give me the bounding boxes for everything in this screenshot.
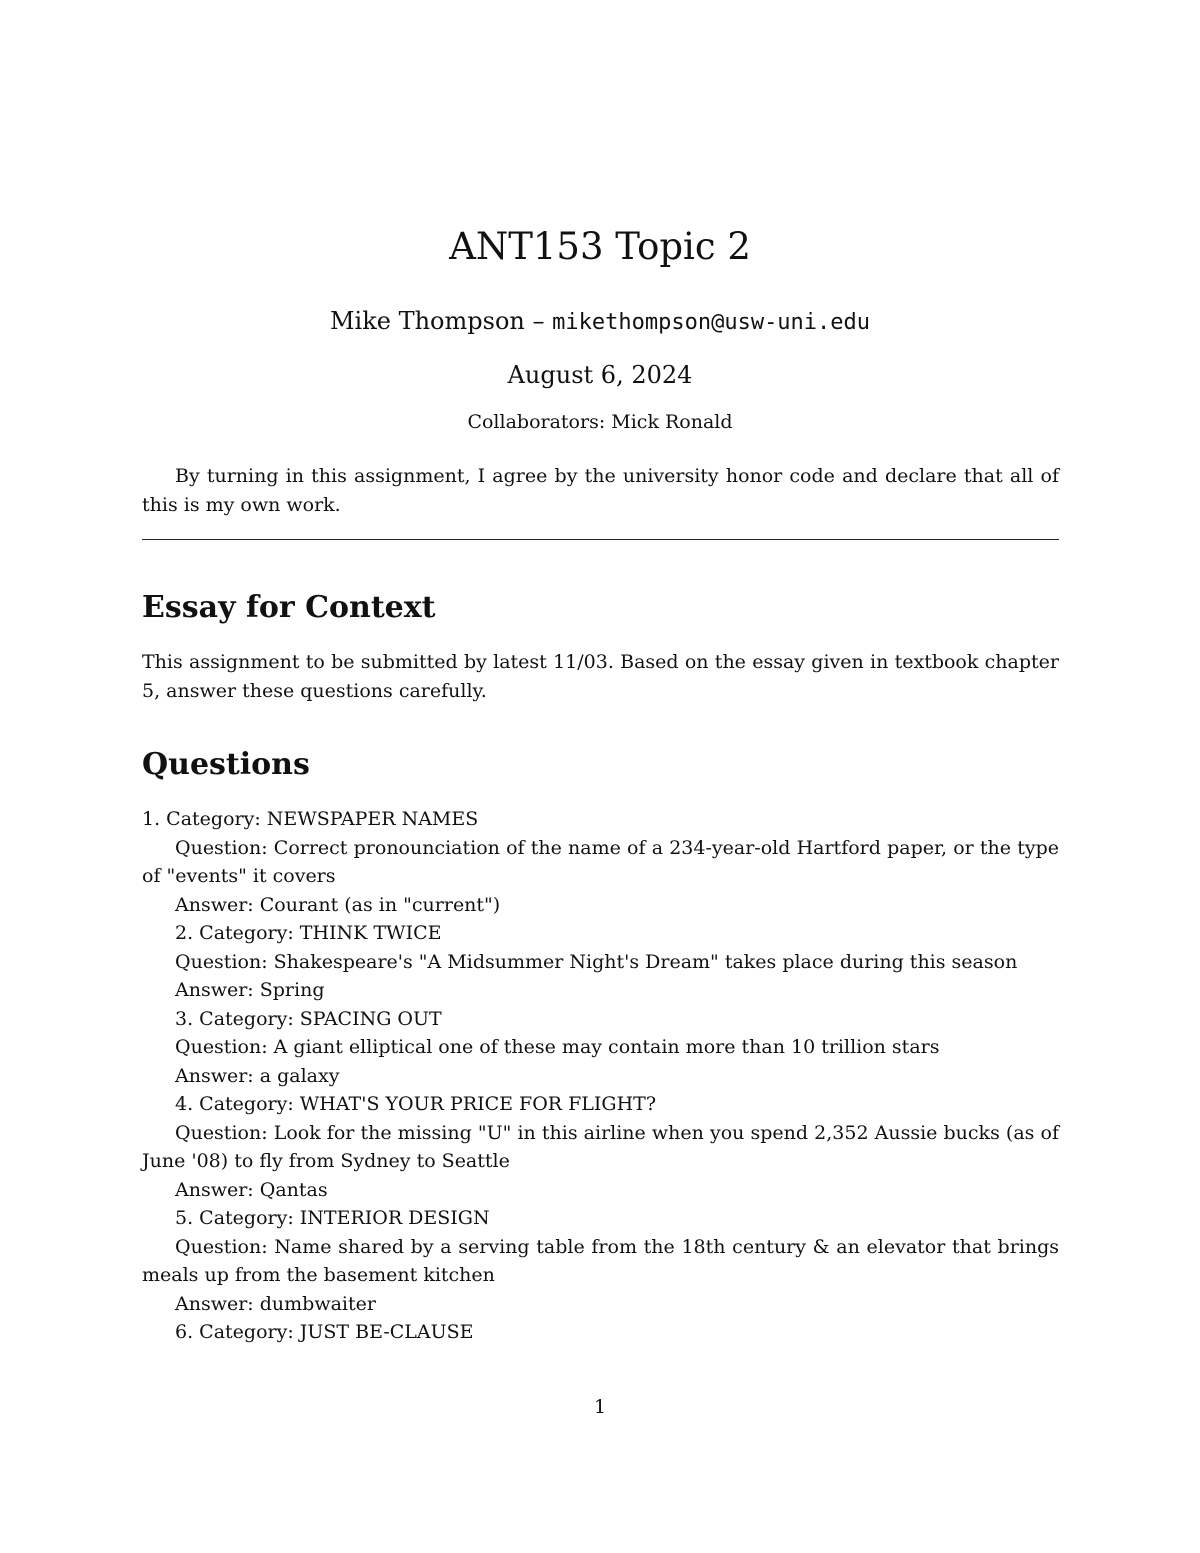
question-5-text: Question: Name shared by a serving table from the 18th century & an elevator that brings meals up from the basement kitchen	[142, 1235, 1059, 1286]
question-1-text: Question: Correct pronounciation of the name of a 234-year-old Hartford paper, or the type of "events" it covers	[142, 836, 1059, 887]
question-2-text: Question: Shakespeare's "A Midsummer Night's Dream" takes place during this season	[175, 950, 1018, 973]
question-3-answer: Answer: a galaxy	[175, 1064, 340, 1087]
document-date: August 6, 2024	[507, 361, 693, 389]
essay-heading: Essay for Context	[142, 590, 436, 625]
questions-heading: Questions	[142, 747, 310, 782]
question-1-answer: Answer: Courant (as in "current")	[175, 893, 501, 916]
questions-list	[142, 805, 1059, 1347]
question-4-text: Question: Look for the missing "U" in this airline when you spend 2,352 Aussie bucks (as of June '08) to fly from Sydney to Seattle	[142, 1121, 1059, 1172]
question-3-category: 3. Category: SPACING OUT	[175, 1007, 442, 1030]
author-email: mikethompson@usw-uni.edu	[552, 310, 871, 335]
question-1-category: 1. Category: NEWSPAPER NAMES	[142, 808, 479, 830]
honor-statement: By turning in this assignment, I agree by the university honor code and declare that all of this is my own work.	[142, 465, 1059, 516]
author-line	[0, 305, 1200, 339]
question-6-category: 6. Category: JUST BE-CLAUSE	[175, 1321, 474, 1343]
question-4-category: 4. Category: WHAT'S YOUR PRICE FOR FLIGHT?	[175, 1093, 657, 1115]
document-title: ANT153 Topic 2	[449, 225, 751, 268]
author-name: Mike Thompson	[329, 307, 525, 335]
question-2-category: 2. Category: THINK TWICE	[175, 922, 442, 944]
question-4-answer: Answer: Qantas	[175, 1178, 328, 1201]
question-5-category: 5. Category: INTERIOR DESIGN	[175, 1207, 490, 1229]
question-5-answer: Answer: dumbwaiter	[175, 1292, 376, 1315]
essay-paragraph: This assignment to be submitted by latest 11/03. Based on the essay given in textbook chapter 5, answer these questions carefully.	[142, 651, 1059, 702]
collaborators: Collaborators: Mick Ronald	[467, 411, 733, 433]
author-separator: –	[532, 307, 545, 335]
question-2-answer: Answer: Spring	[175, 979, 325, 1001]
horizontal-rule	[142, 539, 1059, 540]
page-number: 1	[593, 1396, 607, 1418]
question-3-text: Question: A giant elliptical one of these may contain more than 10 trillion stars	[175, 1036, 940, 1058]
